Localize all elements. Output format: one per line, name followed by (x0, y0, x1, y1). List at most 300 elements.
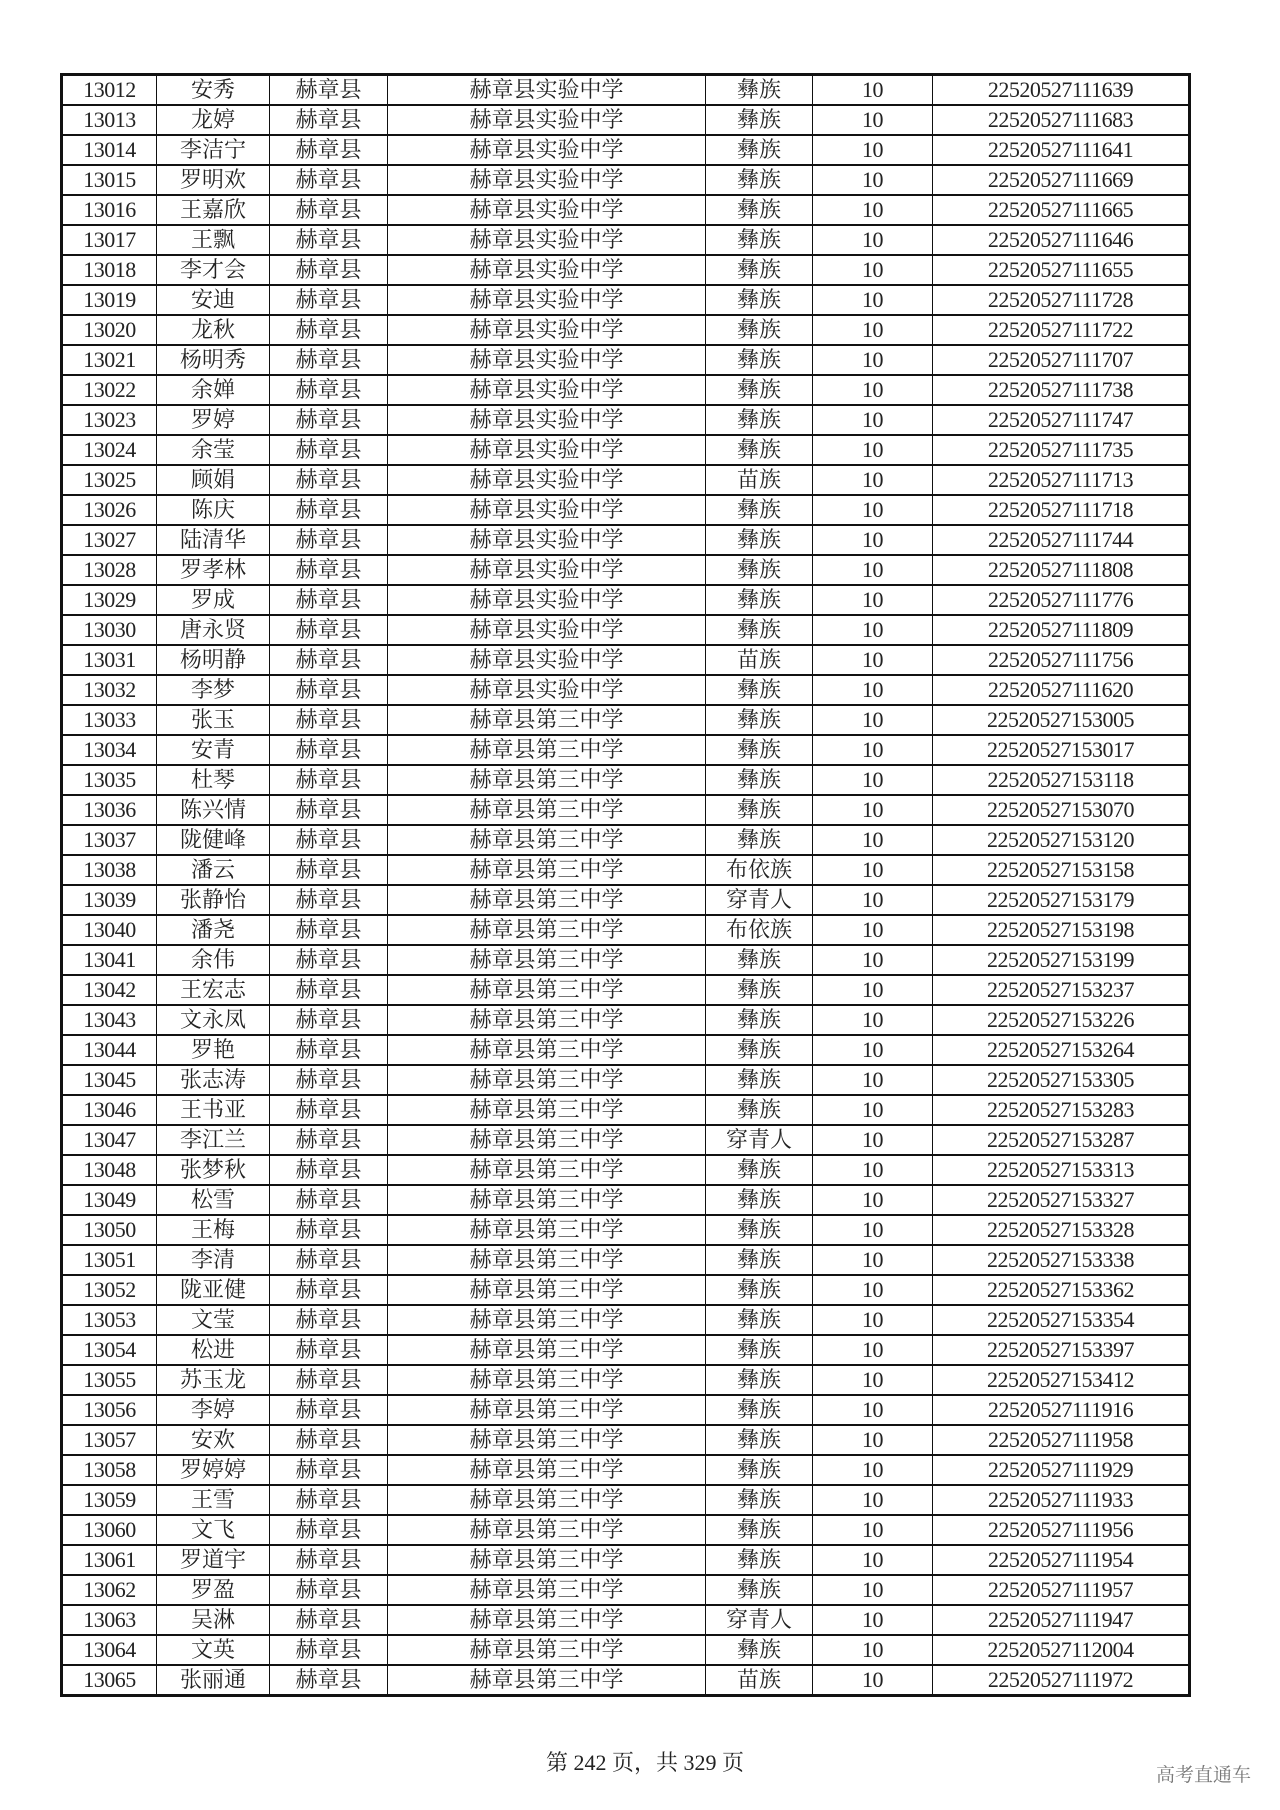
exam-id-cell: 22520527111646 (933, 225, 1190, 255)
exam-id-cell: 22520527153118 (933, 765, 1190, 795)
serial-number-cell: 13016 (62, 195, 157, 225)
student-name-cell: 罗孝林 (157, 555, 270, 585)
student-name-cell: 罗婷 (157, 405, 270, 435)
ethnicity-cell: 彝族 (706, 1575, 813, 1605)
serial-number-cell: 13038 (62, 855, 157, 885)
school-cell: 赫章县实验中学 (388, 195, 706, 225)
serial-number-cell: 13039 (62, 885, 157, 915)
school-cell: 赫章县实验中学 (388, 165, 706, 195)
ethnicity-cell: 彝族 (706, 435, 813, 465)
school-cell: 赫章县实验中学 (388, 345, 706, 375)
school-cell: 赫章县实验中学 (388, 645, 706, 675)
student-name-cell: 潘云 (157, 855, 270, 885)
school-cell: 赫章县第三中学 (388, 1215, 706, 1245)
score-cell: 10 (813, 1545, 933, 1575)
county-cell: 赫章县 (270, 1575, 388, 1605)
exam-id-cell: 22520527111929 (933, 1455, 1190, 1485)
student-name-cell: 龙婷 (157, 105, 270, 135)
serial-number-cell: 13043 (62, 1005, 157, 1035)
student-name-cell: 松进 (157, 1335, 270, 1365)
county-cell: 赫章县 (270, 1455, 388, 1485)
county-cell: 赫章县 (270, 1425, 388, 1455)
student-name-cell: 吴淋 (157, 1605, 270, 1635)
ethnicity-cell: 彝族 (706, 345, 813, 375)
table-row (62, 165, 1190, 195)
table-row (62, 495, 1190, 525)
exam-id-cell: 22520527153237 (933, 975, 1190, 1005)
table-row (62, 1455, 1190, 1485)
ethnicity-cell: 苗族 (706, 645, 813, 675)
student-name-cell: 张梦秋 (157, 1155, 270, 1185)
table-row (62, 1545, 1190, 1575)
school-cell: 赫章县实验中学 (388, 465, 706, 495)
table-row (62, 465, 1190, 495)
table-row (62, 1425, 1190, 1455)
exam-id-cell: 22520527111956 (933, 1515, 1190, 1545)
county-cell: 赫章县 (270, 885, 388, 915)
school-cell: 赫章县第三中学 (388, 1455, 706, 1485)
score-cell: 10 (813, 1395, 933, 1425)
table-row (62, 1185, 1190, 1215)
serial-number-cell: 13012 (62, 75, 157, 106)
student-name-cell: 陆清华 (157, 525, 270, 555)
score-cell: 10 (813, 1245, 933, 1275)
table-row (62, 1635, 1190, 1665)
exam-id-cell: 22520527153070 (933, 795, 1190, 825)
serial-number-cell: 13063 (62, 1605, 157, 1635)
ethnicity-cell: 彝族 (706, 1275, 813, 1305)
student-name-cell: 张静怡 (157, 885, 270, 915)
table-row (62, 1575, 1190, 1605)
county-cell: 赫章县 (270, 405, 388, 435)
county-cell: 赫章县 (270, 675, 388, 705)
score-cell: 10 (813, 885, 933, 915)
score-cell: 10 (813, 1635, 933, 1665)
school-cell: 赫章县实验中学 (388, 405, 706, 435)
county-cell: 赫章县 (270, 1065, 388, 1095)
school-cell: 赫章县第三中学 (388, 1035, 706, 1065)
county-cell: 赫章县 (270, 555, 388, 585)
ethnicity-cell: 彝族 (706, 735, 813, 765)
student-name-cell: 陈兴情 (157, 795, 270, 825)
county-cell: 赫章县 (270, 1545, 388, 1575)
school-cell: 赫章县第三中学 (388, 1635, 706, 1665)
ethnicity-cell: 彝族 (706, 1005, 813, 1035)
county-cell: 赫章县 (270, 645, 388, 675)
exam-id-cell: 22520527153179 (933, 885, 1190, 915)
table-row (62, 1305, 1190, 1335)
school-cell: 赫章县第三中学 (388, 1005, 706, 1035)
serial-number-cell: 13017 (62, 225, 157, 255)
student-name-cell: 罗艳 (157, 1035, 270, 1065)
county-cell: 赫章县 (270, 1275, 388, 1305)
county-cell: 赫章县 (270, 495, 388, 525)
exam-id-cell: 22520527153120 (933, 825, 1190, 855)
student-name-cell: 罗明欢 (157, 165, 270, 195)
student-name-cell: 李清 (157, 1245, 270, 1275)
serial-number-cell: 13019 (62, 285, 157, 315)
table-row (62, 1095, 1190, 1125)
ethnicity-cell: 彝族 (706, 765, 813, 795)
ethnicity-cell: 布依族 (706, 915, 813, 945)
county-cell: 赫章县 (270, 75, 388, 106)
school-cell: 赫章县第三中学 (388, 1335, 706, 1365)
exam-id-cell: 22520527111809 (933, 615, 1190, 645)
serial-number-cell: 13040 (62, 915, 157, 945)
serial-number-cell: 13034 (62, 735, 157, 765)
table-row (62, 1605, 1190, 1635)
county-cell: 赫章县 (270, 135, 388, 165)
serial-number-cell: 13049 (62, 1185, 157, 1215)
school-cell: 赫章县第三中学 (388, 1575, 706, 1605)
school-cell: 赫章县第三中学 (388, 945, 706, 975)
ethnicity-cell: 彝族 (706, 165, 813, 195)
exam-id-cell: 22520527153397 (933, 1335, 1190, 1365)
county-cell: 赫章县 (270, 1185, 388, 1215)
school-cell: 赫章县第三中学 (388, 1185, 706, 1215)
score-cell: 10 (813, 435, 933, 465)
exam-id-cell: 22520527153283 (933, 1095, 1190, 1125)
table-row (62, 645, 1190, 675)
serial-number-cell: 13032 (62, 675, 157, 705)
county-cell: 赫章县 (270, 1515, 388, 1545)
student-name-cell: 安青 (157, 735, 270, 765)
ethnicity-cell: 彝族 (706, 495, 813, 525)
student-name-cell: 王宏志 (157, 975, 270, 1005)
score-cell: 10 (813, 615, 933, 645)
serial-number-cell: 13042 (62, 975, 157, 1005)
score-cell: 10 (813, 1035, 933, 1065)
table-row (62, 795, 1190, 825)
county-cell: 赫章县 (270, 585, 388, 615)
score-cell: 10 (813, 675, 933, 705)
table-row (62, 105, 1190, 135)
student-name-cell: 安欢 (157, 1425, 270, 1455)
score-cell: 10 (813, 1185, 933, 1215)
school-cell: 赫章县第三中学 (388, 1545, 706, 1575)
county-cell: 赫章县 (270, 255, 388, 285)
table-row (62, 1005, 1190, 1035)
student-name-cell: 文莹 (157, 1305, 270, 1335)
student-name-cell: 王雪 (157, 1485, 270, 1515)
exam-id-cell: 22520527153354 (933, 1305, 1190, 1335)
table-row (62, 225, 1190, 255)
ethnicity-cell: 彝族 (706, 105, 813, 135)
exam-id-cell: 22520527112004 (933, 1635, 1190, 1665)
exam-id-cell: 22520527153305 (933, 1065, 1190, 1095)
table-row (62, 1485, 1190, 1515)
student-name-cell: 王嘉欣 (157, 195, 270, 225)
student-name-cell: 文永凤 (157, 1005, 270, 1035)
serial-number-cell: 13055 (62, 1365, 157, 1395)
exam-id-cell: 22520527153264 (933, 1035, 1190, 1065)
county-cell: 赫章县 (270, 615, 388, 645)
county-cell: 赫章县 (270, 1095, 388, 1125)
table-row (62, 585, 1190, 615)
serial-number-cell: 13015 (62, 165, 157, 195)
serial-number-cell: 13045 (62, 1065, 157, 1095)
ethnicity-cell: 彝族 (706, 975, 813, 1005)
score-cell: 10 (813, 1005, 933, 1035)
school-cell: 赫章县第三中学 (388, 1605, 706, 1635)
score-cell: 10 (813, 975, 933, 1005)
ethnicity-cell: 彝族 (706, 255, 813, 285)
county-cell: 赫章县 (270, 435, 388, 465)
serial-number-cell: 13023 (62, 405, 157, 435)
county-cell: 赫章县 (270, 1635, 388, 1665)
exam-id-cell: 22520527153198 (933, 915, 1190, 945)
score-cell: 10 (813, 1455, 933, 1485)
school-cell: 赫章县实验中学 (388, 555, 706, 585)
student-name-cell: 张丽通 (157, 1665, 270, 1696)
exam-id-cell: 22520527111954 (933, 1545, 1190, 1575)
score-cell: 10 (813, 915, 933, 945)
table-body (62, 75, 1190, 1696)
serial-number-cell: 13025 (62, 465, 157, 495)
county-cell: 赫章县 (270, 765, 388, 795)
student-name-cell: 李婷 (157, 1395, 270, 1425)
student-list-table (60, 73, 1191, 1697)
school-cell: 赫章县第三中学 (388, 825, 706, 855)
student-name-cell: 顾娟 (157, 465, 270, 495)
exam-id-cell: 22520527153158 (933, 855, 1190, 885)
table-row (62, 1515, 1190, 1545)
school-cell: 赫章县第三中学 (388, 1275, 706, 1305)
county-cell: 赫章县 (270, 375, 388, 405)
watermark: 高考直通车 (1156, 1764, 1252, 1786)
student-name-cell: 安秀 (157, 75, 270, 106)
student-name-cell: 苏玉龙 (157, 1365, 270, 1395)
score-cell: 10 (813, 345, 933, 375)
county-cell: 赫章县 (270, 945, 388, 975)
serial-number-cell: 13029 (62, 585, 157, 615)
exam-id-cell: 22520527153362 (933, 1275, 1190, 1305)
ethnicity-cell: 布依族 (706, 855, 813, 885)
score-cell: 10 (813, 1095, 933, 1125)
serial-number-cell: 13061 (62, 1545, 157, 1575)
county-cell: 赫章县 (270, 105, 388, 135)
school-cell: 赫章县实验中学 (388, 255, 706, 285)
exam-id-cell: 22520527111722 (933, 315, 1190, 345)
student-name-cell: 杨明秀 (157, 345, 270, 375)
county-cell: 赫章县 (270, 285, 388, 315)
exam-id-cell: 22520527153005 (933, 705, 1190, 735)
serial-number-cell: 13035 (62, 765, 157, 795)
county-cell: 赫章县 (270, 1335, 388, 1365)
county-cell: 赫章县 (270, 465, 388, 495)
table-row (62, 885, 1190, 915)
ethnicity-cell: 彝族 (706, 1305, 813, 1335)
school-cell: 赫章县实验中学 (388, 315, 706, 345)
table-row (62, 195, 1190, 225)
ethnicity-cell: 彝族 (706, 1095, 813, 1125)
student-name-cell: 杜琴 (157, 765, 270, 795)
school-cell: 赫章县实验中学 (388, 525, 706, 555)
school-cell: 赫章县第三中学 (388, 975, 706, 1005)
student-name-cell: 李洁宁 (157, 135, 270, 165)
serial-number-cell: 13031 (62, 645, 157, 675)
serial-number-cell: 13050 (62, 1215, 157, 1245)
ethnicity-cell: 彝族 (706, 75, 813, 106)
county-cell: 赫章县 (270, 1215, 388, 1245)
student-name-cell: 张志涛 (157, 1065, 270, 1095)
exam-id-cell: 22520527153199 (933, 945, 1190, 975)
serial-number-cell: 13030 (62, 615, 157, 645)
table-row (62, 345, 1190, 375)
serial-number-cell: 13047 (62, 1125, 157, 1155)
ethnicity-cell: 彝族 (706, 405, 813, 435)
student-name-cell: 罗盈 (157, 1575, 270, 1605)
school-cell: 赫章县第三中学 (388, 1305, 706, 1335)
school-cell: 赫章县第三中学 (388, 1485, 706, 1515)
exam-id-cell: 22520527153313 (933, 1155, 1190, 1185)
ethnicity-cell: 彝族 (706, 135, 813, 165)
student-name-cell: 松雪 (157, 1185, 270, 1215)
score-cell: 10 (813, 1605, 933, 1635)
school-cell: 赫章县第三中学 (388, 1425, 706, 1455)
exam-id-cell: 22520527111713 (933, 465, 1190, 495)
county-cell: 赫章县 (270, 795, 388, 825)
table-row (62, 1665, 1190, 1696)
ethnicity-cell: 彝族 (706, 525, 813, 555)
student-name-cell: 潘尧 (157, 915, 270, 945)
score-cell: 10 (813, 465, 933, 495)
serial-number-cell: 13014 (62, 135, 157, 165)
table-row (62, 735, 1190, 765)
student-name-cell: 余婵 (157, 375, 270, 405)
student-name-cell: 余莹 (157, 435, 270, 465)
school-cell: 赫章县实验中学 (388, 615, 706, 645)
school-cell: 赫章县第三中学 (388, 765, 706, 795)
exam-id-cell: 22520527111933 (933, 1485, 1190, 1515)
student-name-cell: 陈庆 (157, 495, 270, 525)
ethnicity-cell: 苗族 (706, 465, 813, 495)
score-cell: 10 (813, 645, 933, 675)
serial-number-cell: 13060 (62, 1515, 157, 1545)
student-name-cell: 张玉 (157, 705, 270, 735)
score-cell: 10 (813, 855, 933, 885)
exam-id-cell: 22520527111665 (933, 195, 1190, 225)
table-row (62, 1215, 1190, 1245)
ethnicity-cell: 穿青人 (706, 885, 813, 915)
county-cell: 赫章县 (270, 1395, 388, 1425)
score-cell: 10 (813, 165, 933, 195)
table-row (62, 825, 1190, 855)
table-row (62, 375, 1190, 405)
table-row (62, 75, 1190, 106)
school-cell: 赫章县实验中学 (388, 675, 706, 705)
ethnicity-cell: 彝族 (706, 1245, 813, 1275)
score-cell: 10 (813, 1125, 933, 1155)
county-cell: 赫章县 (270, 855, 388, 885)
county-cell: 赫章县 (270, 1605, 388, 1635)
score-cell: 10 (813, 585, 933, 615)
exam-id-cell: 22520527111639 (933, 75, 1190, 106)
score-cell: 10 (813, 705, 933, 735)
ethnicity-cell: 彝族 (706, 795, 813, 825)
table-row (62, 1275, 1190, 1305)
school-cell: 赫章县实验中学 (388, 75, 706, 106)
serial-number-cell: 13036 (62, 795, 157, 825)
student-name-cell: 陇亚健 (157, 1275, 270, 1305)
score-cell: 10 (813, 495, 933, 525)
score-cell: 10 (813, 1485, 933, 1515)
student-name-cell: 罗婷婷 (157, 1455, 270, 1485)
ethnicity-cell: 彝族 (706, 585, 813, 615)
school-cell: 赫章县实验中学 (388, 375, 706, 405)
school-cell: 赫章县第三中学 (388, 705, 706, 735)
exam-id-cell: 22520527111958 (933, 1425, 1190, 1455)
student-name-cell: 王飘 (157, 225, 270, 255)
county-cell: 赫章县 (270, 735, 388, 765)
student-name-cell: 杨明静 (157, 645, 270, 675)
ethnicity-cell: 穿青人 (706, 1605, 813, 1635)
table-row (62, 135, 1190, 165)
ethnicity-cell: 彝族 (706, 1545, 813, 1575)
table-row (62, 1335, 1190, 1365)
serial-number-cell: 13059 (62, 1485, 157, 1515)
serial-number-cell: 13048 (62, 1155, 157, 1185)
serial-number-cell: 13026 (62, 495, 157, 525)
county-cell: 赫章县 (270, 1665, 388, 1696)
score-cell: 10 (813, 1215, 933, 1245)
table-row (62, 765, 1190, 795)
score-cell: 10 (813, 405, 933, 435)
ethnicity-cell: 彝族 (706, 705, 813, 735)
school-cell: 赫章县实验中学 (388, 495, 706, 525)
county-cell: 赫章县 (270, 825, 388, 855)
table-row (62, 945, 1190, 975)
serial-number-cell: 13027 (62, 525, 157, 555)
school-cell: 赫章县实验中学 (388, 585, 706, 615)
score-cell: 10 (813, 315, 933, 345)
student-name-cell: 王书亚 (157, 1095, 270, 1125)
student-name-cell: 文飞 (157, 1515, 270, 1545)
county-cell: 赫章县 (270, 1005, 388, 1035)
school-cell: 赫章县实验中学 (388, 135, 706, 165)
county-cell: 赫章县 (270, 1155, 388, 1185)
exam-id-cell: 22520527111683 (933, 105, 1190, 135)
exam-id-cell: 22520527153287 (933, 1125, 1190, 1155)
ethnicity-cell: 彝族 (706, 315, 813, 345)
table-row (62, 705, 1190, 735)
student-name-cell: 李梦 (157, 675, 270, 705)
serial-number-cell: 13044 (62, 1035, 157, 1065)
exam-id-cell: 22520527153226 (933, 1005, 1190, 1035)
table-row (62, 1365, 1190, 1395)
serial-number-cell: 13057 (62, 1425, 157, 1455)
serial-number-cell: 13037 (62, 825, 157, 855)
school-cell: 赫章县第三中学 (388, 1155, 706, 1185)
score-cell: 10 (813, 945, 933, 975)
school-cell: 赫章县第三中学 (388, 1395, 706, 1425)
county-cell: 赫章县 (270, 1365, 388, 1395)
serial-number-cell: 13033 (62, 705, 157, 735)
serial-number-cell: 13013 (62, 105, 157, 135)
table-row (62, 255, 1190, 285)
table-row (62, 285, 1190, 315)
ethnicity-cell: 彝族 (706, 1215, 813, 1245)
table-row (62, 555, 1190, 585)
score-cell: 10 (813, 1665, 933, 1696)
serial-number-cell: 13053 (62, 1305, 157, 1335)
exam-id-cell: 22520527111744 (933, 525, 1190, 555)
table-row (62, 1035, 1190, 1065)
exam-id-cell: 22520527111957 (933, 1575, 1190, 1605)
score-cell: 10 (813, 195, 933, 225)
school-cell: 赫章县实验中学 (388, 225, 706, 255)
ethnicity-cell: 彝族 (706, 1485, 813, 1515)
